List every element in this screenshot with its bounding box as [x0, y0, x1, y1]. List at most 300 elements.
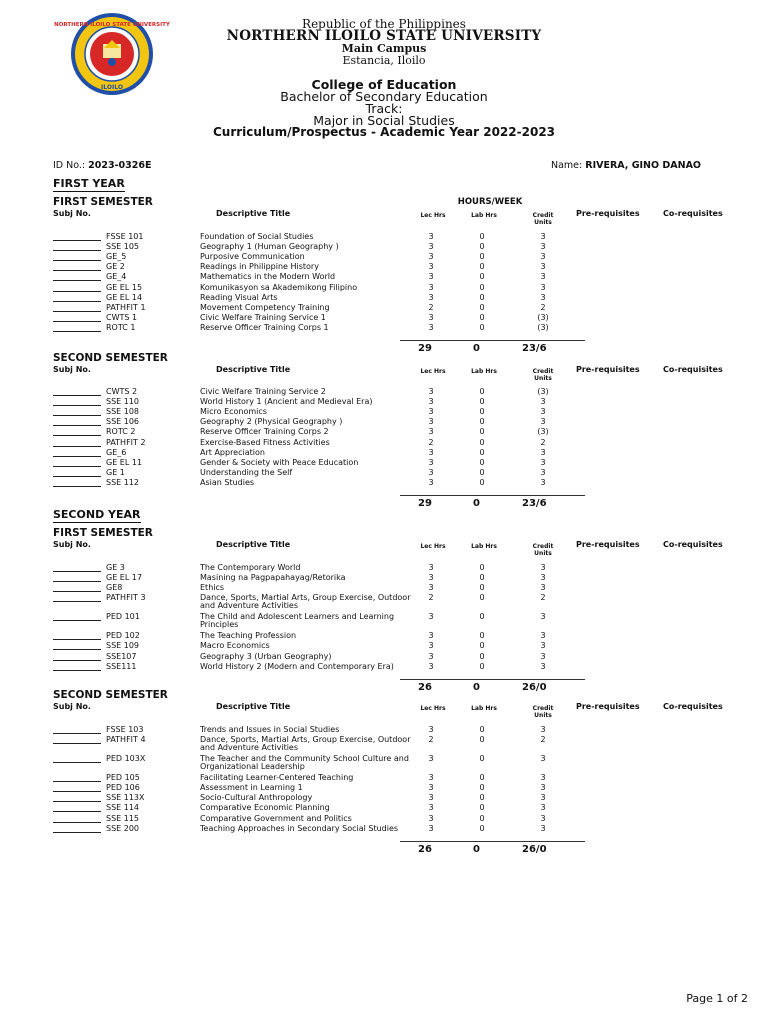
lec-hours: 3 — [428, 232, 434, 241]
subject-row — [53, 754, 653, 772]
grade-blank-line — [53, 260, 101, 261]
subject-row — [53, 263, 653, 273]
credit-units: 3 — [540, 272, 546, 282]
subject-code: GE_5 — [106, 252, 127, 262]
subject-code: GE 3 — [106, 563, 125, 572]
subject-row — [53, 774, 653, 784]
lec-hours: 3 — [428, 417, 434, 427]
grade-blank-line — [53, 301, 101, 302]
credit-units: 3 — [540, 583, 546, 593]
lec-hours: 3 — [428, 397, 434, 407]
semester-title: FIRST SEMESTER — [53, 527, 153, 539]
name-value: RIVERA, GINO DANAO — [585, 160, 702, 171]
subject-row — [53, 469, 653, 479]
credit-units: 3 — [540, 793, 546, 803]
subject-row — [53, 479, 653, 489]
subject-code: SSE 105 — [106, 242, 140, 252]
credit-units-header: Credit Units — [532, 368, 554, 382]
credit-units: 3 — [540, 641, 546, 651]
lab-hours: 0 — [479, 631, 485, 641]
lab-hours: 0 — [479, 563, 485, 572]
lec-hours: 3 — [428, 583, 434, 593]
subj-no-header: Subj No. — [53, 540, 91, 549]
subject-title: Asian Studies — [200, 477, 255, 487]
total-lab-hours: 0 — [473, 681, 480, 693]
major-name: Major in Social Studies — [313, 113, 455, 128]
grade-blank-line — [53, 446, 101, 447]
subject-title: Geography 3 (Urban Geography) — [200, 651, 332, 661]
subject-row — [53, 612, 653, 630]
subject-code: PED 106 — [106, 783, 140, 793]
grade-blank-line — [53, 811, 101, 812]
subject-title: Dance, Sports, Martial Arts, Group Exercise, Outdoor and Adventure Activities — [200, 735, 411, 753]
grade-blank-line — [53, 395, 101, 396]
college-name: College of Education — [311, 77, 457, 92]
lab-hours: 0 — [479, 457, 485, 467]
lec-hours: 3 — [428, 457, 434, 467]
grade-blank-line — [53, 822, 101, 823]
subject-code: SSE 112 — [106, 477, 140, 487]
subject-code: SSE107 — [106, 651, 137, 661]
lec-hours: 3 — [428, 292, 434, 302]
semester-title: FIRST SEMESTER — [53, 196, 153, 208]
lab-hours: 0 — [479, 282, 485, 292]
lab-hours: 0 — [479, 292, 485, 302]
subject-row — [53, 428, 653, 438]
subject-code: SSE 200 — [106, 823, 140, 833]
subject-code: PATHFIT 3 — [106, 593, 146, 603]
total-lec-hours: 26 — [418, 843, 432, 855]
subject-code: PATHFIT 4 — [106, 735, 146, 745]
subject-row — [53, 398, 653, 408]
subject-code: ROTC 1 — [106, 322, 136, 332]
lab-hours: 0 — [479, 262, 485, 272]
lec-hours: 3 — [428, 312, 434, 322]
grade-blank-line — [53, 832, 101, 833]
grade-blank-line — [53, 486, 101, 487]
grade-blank-line — [53, 581, 101, 582]
subject-title: Purposive Communication — [200, 252, 305, 262]
lec-hrs-header: Lec Hrs — [420, 368, 446, 375]
credit-units: (3) — [537, 387, 549, 396]
subject-code: PATHFIT 1 — [106, 302, 146, 312]
subject-title: Ethics — [200, 583, 225, 593]
subject-row — [53, 653, 653, 663]
credit-units: 3 — [540, 477, 546, 487]
subject-title: Civic Welfare Training Service 2 — [200, 387, 326, 396]
subject-code: GE8 — [106, 583, 123, 593]
subject-title: Mathematics in the Modern World — [200, 272, 336, 282]
subject-row — [53, 632, 653, 642]
lec-hours: 3 — [428, 803, 434, 813]
subject-title: Exercise-Based Fitness Activities — [200, 437, 330, 447]
total-lec-hours: 29 — [418, 498, 432, 509]
subject-code: ROTC 2 — [106, 427, 136, 437]
lec-hours: 3 — [428, 477, 434, 487]
grade-blank-line — [53, 791, 101, 792]
subject-code: PED 101 — [106, 612, 140, 622]
grade-blank-line — [53, 743, 101, 744]
credit-units: 3 — [540, 823, 546, 833]
subject-title: Trends and Issues in Social Studies — [200, 725, 340, 734]
grade-blank-line — [53, 601, 101, 602]
grade-blank-line — [53, 321, 101, 322]
subject-code: CWTS 2 — [106, 387, 138, 396]
lec-hrs-header: Lec Hrs — [420, 705, 446, 712]
subject-title: Geography 1 (Human Geography ) — [200, 242, 339, 252]
subject-row — [53, 284, 653, 294]
credit-units: 3 — [540, 813, 546, 823]
lab-hours: 0 — [479, 661, 485, 671]
total-credit-units: 26/0 — [522, 681, 547, 693]
credit-units: 3 — [540, 397, 546, 407]
subject-title: The Child and Adolescent Learners and Learning Principles — [200, 612, 395, 630]
lec-hours: 3 — [428, 563, 434, 572]
subj-no-header: Subj No. — [53, 209, 91, 218]
subject-row — [53, 243, 653, 253]
subject-title: Dance, Sports, Martial Arts, Group Exercise, Outdoor and Adventure Activities — [200, 593, 411, 611]
subject-code: GE EL 11 — [106, 457, 143, 467]
semester-title: SECOND SEMESTER — [53, 352, 168, 364]
grade-blank-line — [53, 620, 101, 621]
campus-location: Estancia, Iloilo — [342, 54, 426, 67]
credit-units: 3 — [540, 417, 546, 427]
subject-title: Komunikasyon sa Akademikong Filipino — [200, 282, 358, 292]
lab-hours: 0 — [479, 407, 485, 417]
credit-units: 2 — [540, 437, 546, 447]
lec-hours: 2 — [428, 735, 434, 745]
curriculum-title: Curriculum/Prospectus - Academic Year 2022-2023 — [212, 125, 556, 139]
descriptive-title-header: Descriptive Title — [216, 209, 291, 218]
grade-blank-line — [53, 280, 101, 281]
lec-hours: 3 — [428, 282, 434, 292]
subject-title: Gender & Society with Peace Education — [200, 457, 359, 467]
corequisites-header: Co-requisites — [663, 209, 723, 218]
credit-units-header: Credit Units — [532, 212, 554, 226]
grade-blank-line — [53, 425, 101, 426]
lec-hours: 3 — [428, 773, 434, 783]
subject-row — [53, 825, 653, 835]
totals-rule — [400, 340, 585, 341]
subject-row — [53, 459, 653, 469]
seal-text: NORTHERN ILOILO STATE UNIVERSITY — [54, 22, 170, 28]
grade-blank-line — [53, 733, 101, 734]
lec-hours: 3 — [428, 783, 434, 793]
totals-rule — [400, 679, 585, 680]
totals-rule — [400, 495, 585, 496]
corequisites-header: Co-requisites — [663, 365, 723, 374]
subject-title: Civic Welfare Training Service 1 — [200, 312, 326, 322]
grade-blank-line — [53, 781, 101, 782]
lab-hours: 0 — [479, 735, 485, 745]
subject-code: PED 102 — [106, 631, 140, 641]
prerequisites-header: Pre-requisites — [576, 702, 640, 711]
credit-units: 3 — [540, 803, 546, 813]
subject-code: GE_6 — [106, 447, 127, 457]
grade-blank-line — [53, 591, 101, 592]
subject-row — [53, 663, 653, 673]
lab-hours: 0 — [479, 312, 485, 322]
subject-title: Comparative Economic Planning — [200, 803, 330, 813]
credit-units: 3 — [540, 232, 546, 241]
subject-title: Socio-Cultural Anthropology — [200, 793, 313, 803]
subject-row — [53, 735, 653, 753]
credit-units: 3 — [540, 242, 546, 252]
id-value: 2023-0326E — [88, 160, 152, 171]
total-lec-hours: 29 — [418, 343, 432, 354]
grade-blank-line — [53, 466, 101, 467]
prerequisites-header: Pre-requisites — [576, 540, 640, 549]
subject-code: SSE 113X — [106, 793, 145, 803]
lab-hrs-header: Lab Hrs — [471, 543, 497, 550]
lec-hours: 3 — [428, 813, 434, 823]
subject-code: GE 2 — [106, 262, 125, 272]
id-label: ID No.: — [53, 160, 86, 171]
lab-hours: 0 — [479, 232, 485, 241]
total-lab-hours: 0 — [473, 498, 480, 509]
lab-hours: 0 — [479, 417, 485, 427]
student-id — [53, 160, 151, 171]
lec-hours: 3 — [428, 387, 434, 396]
subject-code: SSE 106 — [106, 417, 140, 427]
lec-hours: 3 — [428, 612, 434, 622]
lec-hours: 2 — [428, 593, 434, 603]
lab-hours: 0 — [479, 793, 485, 803]
subject-title: Assessment in Learning 1 — [200, 783, 303, 793]
grade-blank-line — [53, 435, 101, 436]
lec-hours: 3 — [428, 272, 434, 282]
program-name: Bachelor of Secondary Education — [280, 89, 488, 104]
republic-label: Republic of the Philippines — [302, 17, 466, 31]
subject-title: Readings in Philippine History — [200, 262, 319, 272]
subject-title: Reserve Officer Training Corps 1 — [200, 322, 329, 332]
subject-code: PED 103X — [106, 754, 146, 764]
grade-blank-line — [53, 270, 101, 271]
credit-units: 3 — [540, 754, 546, 764]
subject-row — [53, 418, 653, 428]
subject-title: Reading Visual Arts — [200, 292, 278, 302]
credit-units: 3 — [540, 292, 546, 302]
subject-code: PED 105 — [106, 773, 140, 783]
subject-code: GE 1 — [106, 467, 125, 477]
subject-row — [53, 794, 653, 804]
subject-code: FSSE 101 — [106, 232, 144, 241]
subject-title: Geography 2 (Physical Geography ) — [200, 417, 343, 427]
grade-blank-line — [53, 311, 101, 312]
lab-hours: 0 — [479, 437, 485, 447]
lab-hours: 0 — [479, 387, 485, 396]
subject-row — [53, 304, 653, 314]
credit-units: 3 — [540, 252, 546, 262]
subject-title: Understanding the Self — [200, 467, 293, 477]
page-indicator: Page 1 of 2 — [686, 992, 748, 1005]
lab-hours: 0 — [479, 477, 485, 487]
grade-blank-line — [53, 762, 101, 763]
grade-blank-line — [53, 670, 101, 671]
credit-units: 3 — [540, 612, 546, 622]
lec-hours: 3 — [428, 467, 434, 477]
lab-hours: 0 — [479, 447, 485, 457]
credit-units: (3) — [537, 312, 549, 322]
credit-units-header: Credit Units — [532, 543, 554, 557]
lec-hours: 3 — [428, 407, 434, 417]
hours-per-week-header: HOURS/WEEK — [457, 197, 523, 207]
subject-title: Masining na Pagpapahayag/Retorika — [200, 573, 346, 583]
credit-units: 3 — [540, 563, 546, 572]
lec-hours: 3 — [428, 427, 434, 437]
campus-name: Main Campus — [341, 42, 427, 55]
subj-no-header: Subj No. — [53, 365, 91, 374]
lab-hours: 0 — [479, 573, 485, 583]
lab-hours: 0 — [479, 302, 485, 312]
lab-hrs-header: Lab Hrs — [471, 705, 497, 712]
descriptive-title-header: Descriptive Title — [216, 540, 291, 549]
lab-hours: 0 — [479, 773, 485, 783]
lab-hours: 0 — [479, 427, 485, 437]
credit-units: 2 — [540, 302, 546, 312]
lab-hrs-header: Lab Hrs — [471, 212, 497, 219]
credit-units: 3 — [540, 447, 546, 457]
grade-blank-line — [53, 571, 101, 572]
lec-hours: 3 — [428, 725, 434, 734]
grade-blank-line — [53, 649, 101, 650]
lab-hours: 0 — [479, 803, 485, 813]
subject-title: Macro Economics — [200, 641, 270, 651]
lab-hours: 0 — [479, 242, 485, 252]
grade-blank-line — [53, 415, 101, 416]
subject-row — [53, 593, 653, 611]
subject-title: Facilitating Learner-Centered Teaching — [200, 773, 354, 783]
subject-title: World History 1 (Ancient and Medieval Era) — [200, 397, 373, 407]
lab-hours: 0 — [479, 467, 485, 477]
credit-units: 2 — [540, 593, 546, 603]
name-label: Name: — [551, 160, 583, 171]
lab-hours: 0 — [479, 823, 485, 833]
subject-title: Foundation of Social Studies — [200, 232, 314, 241]
grade-blank-line — [53, 639, 101, 640]
lec-hours: 3 — [428, 641, 434, 651]
seal-bottom-text: ILOILO — [101, 84, 123, 91]
subject-code: SSE111 — [106, 661, 137, 671]
total-credit-units: 23/6 — [522, 498, 547, 509]
lab-hours: 0 — [479, 272, 485, 282]
subject-code: PATHFIT 2 — [106, 437, 146, 447]
prerequisites-header: Pre-requisites — [576, 365, 640, 374]
total-credit-units: 23/6 — [522, 343, 547, 354]
subject-title: The Teacher and the Community School Culture and Organizational Leadership — [200, 754, 409, 772]
subject-code: GE EL 14 — [106, 292, 143, 302]
lab-hours: 0 — [479, 641, 485, 651]
credit-units-header: Credit Units — [532, 705, 554, 719]
lab-hours: 0 — [479, 583, 485, 593]
grade-blank-line — [53, 456, 101, 457]
subject-row — [53, 642, 653, 652]
grade-blank-line — [53, 660, 101, 661]
credit-units: 3 — [540, 631, 546, 641]
subject-row — [53, 324, 653, 334]
total-credit-units: 26/0 — [522, 843, 547, 855]
student-name — [551, 160, 701, 171]
subject-title: Art Appreciation — [200, 447, 265, 457]
subject-code: SSE 110 — [106, 397, 140, 407]
subject-code: GE EL 17 — [106, 573, 143, 583]
subject-code: GE_4 — [106, 272, 127, 282]
subject-title: Movement Competency Training — [200, 302, 330, 312]
total-lec-hours: 26 — [418, 681, 432, 693]
lec-hours: 3 — [428, 661, 434, 671]
subject-title: World History 2 (Modern and Contemporary Era) — [200, 661, 394, 671]
subject-title: Teaching Approaches in Secondary Social Studies — [200, 823, 399, 833]
corequisites-header: Co-requisites — [663, 540, 723, 549]
lab-hours: 0 — [479, 651, 485, 661]
credit-units: 2 — [540, 735, 546, 745]
credit-units: 3 — [540, 457, 546, 467]
corequisites-header: Co-requisites — [663, 702, 723, 711]
subject-title: Micro Economics — [200, 407, 267, 417]
lab-hours: 0 — [479, 252, 485, 262]
lab-hours: 0 — [479, 397, 485, 407]
grade-blank-line — [53, 250, 101, 251]
subject-row — [53, 815, 653, 825]
prerequisites-header: Pre-requisites — [576, 209, 640, 218]
credit-units: 3 — [540, 262, 546, 272]
credit-units: (3) — [537, 427, 549, 437]
credit-units: 3 — [540, 573, 546, 583]
lab-hours: 0 — [479, 725, 485, 734]
semester-title: SECOND SEMESTER — [53, 689, 168, 701]
grade-blank-line — [53, 291, 101, 292]
subject-title: The Contemporary World — [200, 563, 301, 572]
total-lab-hours: 0 — [473, 843, 480, 855]
lec-hours: 3 — [428, 573, 434, 583]
credit-units: 3 — [540, 651, 546, 661]
subject-row — [53, 233, 653, 243]
lec-hours: 3 — [428, 447, 434, 457]
lab-hours: 0 — [479, 593, 485, 603]
lec-hrs-header: Lec Hrs — [420, 543, 446, 550]
subject-code: SSE 108 — [106, 407, 140, 417]
credit-units: 3 — [540, 773, 546, 783]
year-title: SECOND YEAR — [53, 508, 141, 521]
subject-code: GE EL 15 — [106, 282, 143, 292]
lec-hours: 3 — [428, 252, 434, 262]
grade-blank-line — [53, 476, 101, 477]
subject-row — [53, 408, 653, 418]
credit-units: (3) — [537, 322, 549, 332]
credit-units: 3 — [540, 467, 546, 477]
lab-hours: 0 — [479, 612, 485, 622]
subject-code: FSSE 103 — [106, 725, 144, 734]
lec-hours: 3 — [428, 754, 434, 764]
credit-units: 3 — [540, 783, 546, 793]
subject-row — [53, 574, 653, 584]
lab-hours: 0 — [479, 754, 485, 764]
descriptive-title-header: Descriptive Title — [216, 702, 291, 711]
lec-hours: 2 — [428, 437, 434, 447]
lec-hrs-header: Lec Hrs — [420, 212, 446, 219]
grade-blank-line — [53, 331, 101, 332]
credit-units: 3 — [540, 407, 546, 417]
credit-units: 3 — [540, 661, 546, 671]
lab-hours: 0 — [479, 783, 485, 793]
lec-hours: 3 — [428, 631, 434, 641]
lec-hours: 3 — [428, 823, 434, 833]
subject-code: SSE 109 — [106, 641, 140, 651]
lec-hours: 2 — [428, 302, 434, 312]
credit-units: 3 — [540, 282, 546, 292]
subject-row — [53, 273, 653, 283]
subject-row — [53, 564, 653, 574]
